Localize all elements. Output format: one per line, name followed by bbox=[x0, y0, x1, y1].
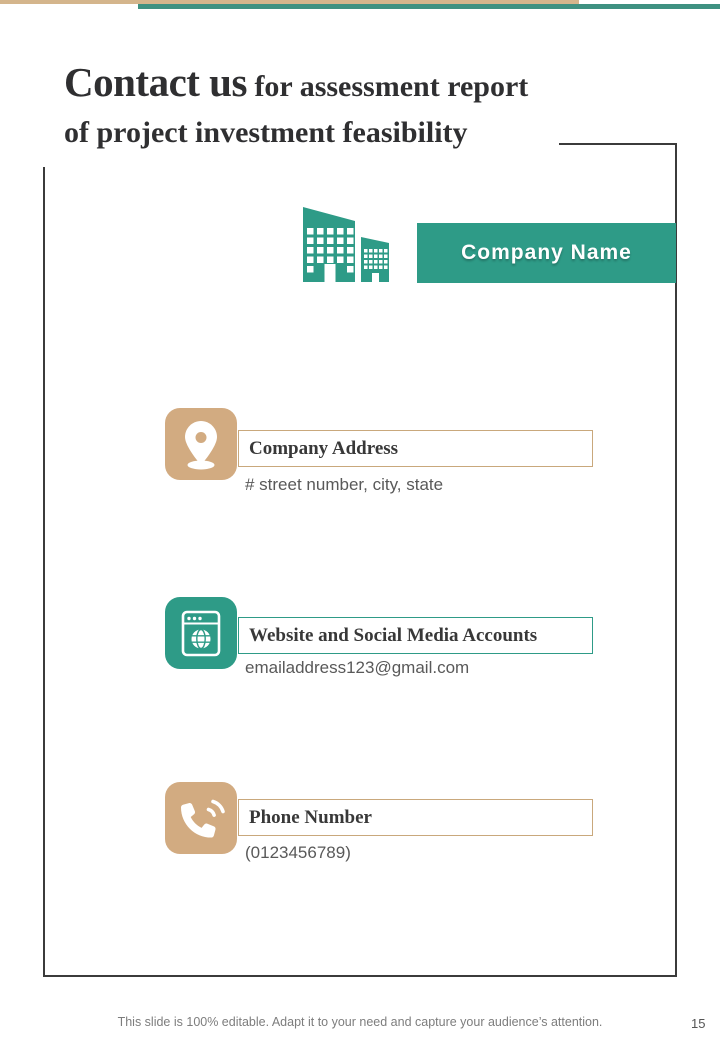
page-title[interactable] bbox=[64, 56, 684, 153]
top-accent-bar-teal bbox=[138, 4, 720, 9]
frame-bottom-line bbox=[43, 975, 677, 977]
title-main: Contact us bbox=[64, 59, 247, 105]
frame-top-line bbox=[559, 143, 677, 145]
company-address-detail[interactable]: # street number, city, state bbox=[245, 475, 444, 494]
phone-icon bbox=[165, 782, 237, 854]
buildings-icon bbox=[303, 202, 391, 291]
page-number: 15 bbox=[691, 1016, 706, 1031]
website-heading: Website and Social Media Accounts bbox=[249, 624, 538, 646]
company-name-banner[interactable] bbox=[417, 223, 676, 283]
company-name-label: Company Name bbox=[461, 241, 632, 264]
title-line-1 bbox=[64, 56, 684, 113]
company-address-heading-box[interactable] bbox=[238, 430, 593, 467]
email-address-detail[interactable]: emailaddress123@gmail.com bbox=[245, 658, 470, 677]
frame-left-line bbox=[43, 167, 45, 975]
phone-number-detail[interactable]: (0123456789) bbox=[245, 843, 351, 862]
website-heading-box[interactable] bbox=[238, 617, 593, 654]
globe-browser-icon bbox=[165, 597, 237, 669]
title-sub: for assessment report bbox=[246, 70, 529, 103]
location-pin-icon bbox=[165, 408, 237, 480]
footer-note: This slide is 100% editable. Adapt it to your need and capture your audience’s attention. bbox=[117, 1015, 603, 1029]
company-address-heading: Company Address bbox=[249, 437, 399, 459]
phone-number-heading-box[interactable] bbox=[238, 799, 593, 836]
phone-number-heading: Phone Number bbox=[249, 806, 372, 828]
title-line-2: of project investment feasibility bbox=[64, 116, 468, 149]
